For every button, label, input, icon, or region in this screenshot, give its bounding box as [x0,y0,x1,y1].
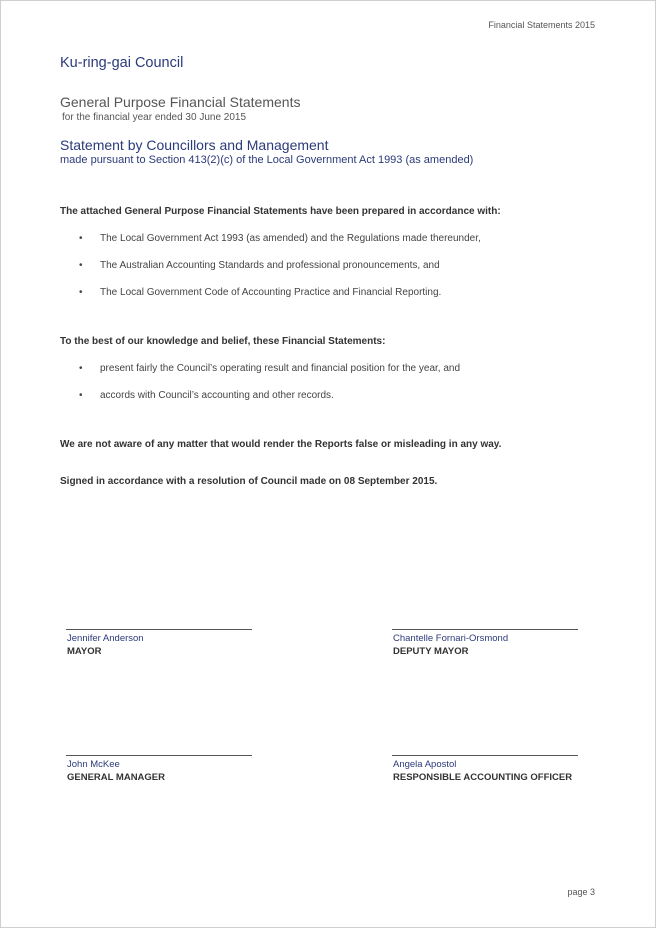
statement-subtitle: made pursuant to Section 413(2)(c) of the Local Government Act 1993 (as amended) [60,154,474,166]
list-item-text: The Local Government Code of Accounting Practice and Financial Reporting. [100,287,442,298]
signatory-name: Angela Apostol [393,759,457,770]
list-item [79,260,481,287]
list-item [79,287,481,314]
signatory-name: Jennifer Anderson [67,633,144,644]
signature-line [392,629,578,630]
list-item [79,363,460,390]
list-item-text: accords with Council’s accounting and other records. [100,390,334,401]
council-name: Ku-ring-gai Council [60,55,184,71]
list-item-text: present fairly the Council’s operating result and financial position for the year, and [100,363,461,374]
bullet-icon: • [79,363,83,374]
signature-line [66,755,252,756]
bullet-icon: • [79,390,83,401]
signatory-role: RESPONSIBLE ACCOUNTING OFFICER [393,772,573,783]
page-number: page 3 [567,887,595,897]
bullet-icon: • [79,287,83,298]
document-title: General Purpose Financial Statements [60,94,301,110]
section1-bullet-list [79,233,481,314]
list-item-text: The Local Government Act 1993 (as amended) and the Regulations made thereunder, [100,233,481,244]
signature-line [392,755,578,756]
bullet-icon: • [79,233,83,244]
list-item [79,390,460,417]
running-header: Financial Statements 2015 [488,20,595,30]
bullet-icon: • [79,260,83,271]
signatory-role: MAYOR [67,646,102,657]
signatory-name: John McKee [67,759,120,770]
signature-block-general-manager [66,755,256,783]
list-item-text: The Australian Accounting Standards and professional pronouncements, and [100,260,440,271]
signatory-role: GENERAL MANAGER [67,772,165,783]
signature-line [66,629,252,630]
document-subtitle: for the financial year ended 30 June 2015 [62,112,247,123]
signatory-name: Chantelle Fornari-Orsmond [393,633,509,644]
signature-block-mayor [66,629,256,657]
section2-intro: To the best of our knowledge and belief, these Financial Statements: [60,336,386,347]
section2-bullet-list [79,363,460,417]
not-aware-statement: We are not aware of any matter that would render the Reports false or misleading in any way. [60,439,502,450]
statement-title: Statement by Councillors and Management [60,137,329,153]
signed-statement: Signed in accordance with a resolution of Council made on 08 September 2015. [60,476,438,487]
section1-intro: The attached General Purpose Financial Statements have been prepared in accordance with: [60,206,501,217]
signature-block-deputy-mayor [392,629,582,657]
signatory-role: DEPUTY MAYOR [393,646,469,657]
list-item [79,233,481,260]
signature-block-accounting-officer [392,755,592,783]
